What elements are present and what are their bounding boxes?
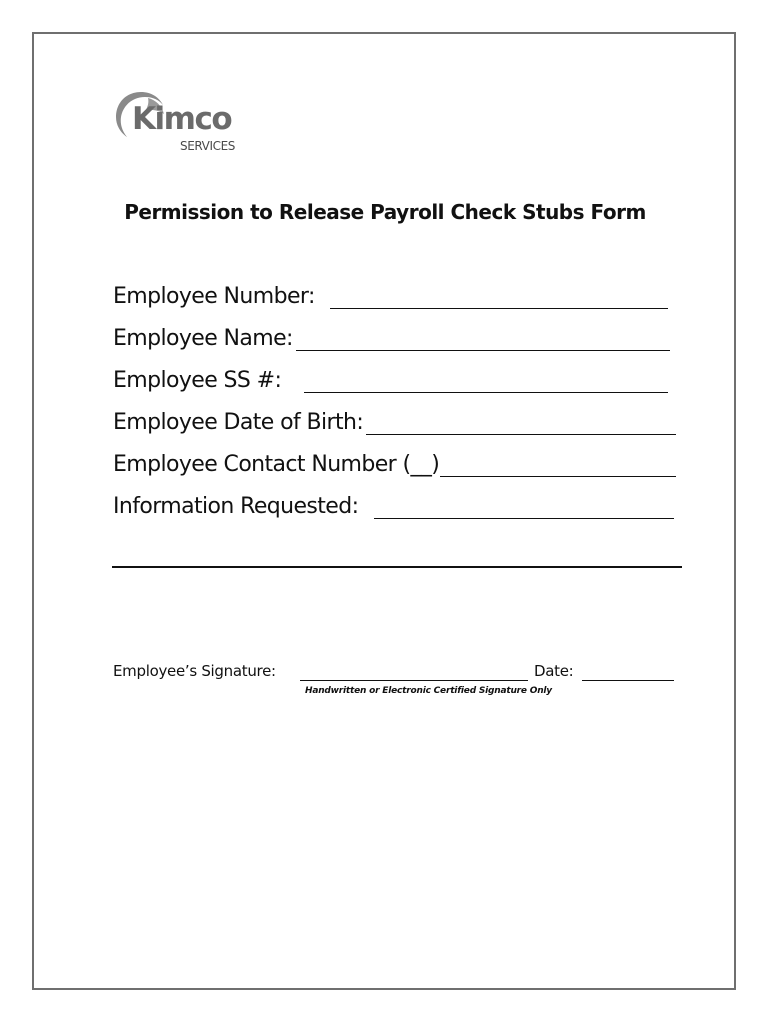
employee-number-label: Employee Number:	[113, 284, 315, 309]
logo-brand-text: Kimco	[132, 101, 232, 137]
signature-label: Employee’s Signature:	[113, 662, 276, 680]
information-requested-field[interactable]	[374, 518, 674, 519]
information-requested-label: Information Requested:	[113, 494, 359, 519]
form-title: Permission to Release Payroll Check Stubs Form	[124, 200, 646, 224]
date-label: Date:	[534, 662, 574, 680]
kimco-logo	[112, 88, 262, 158]
employee-name-label: Employee Name:	[113, 326, 293, 351]
employee-contact-label: Employee Contact Number (__)	[113, 452, 440, 477]
employee-dob-label: Employee Date of Birth:	[113, 410, 364, 435]
employee-dob-field[interactable]	[366, 434, 676, 435]
employee-contact-field[interactable]	[440, 476, 676, 477]
signature-field[interactable]	[300, 680, 528, 681]
signature-note: Handwritten or Electronic Certified Signature Only	[305, 686, 552, 696]
employee-name-field[interactable]	[296, 350, 670, 351]
employee-ss-field[interactable]	[304, 392, 668, 393]
date-field[interactable]	[582, 680, 674, 681]
logo-subtitle-text: SERVICES	[180, 139, 236, 153]
employee-ss-label: Employee SS #:	[113, 368, 282, 393]
employee-number-field[interactable]	[330, 308, 668, 309]
information-requested-continuation-field[interactable]	[112, 566, 682, 568]
